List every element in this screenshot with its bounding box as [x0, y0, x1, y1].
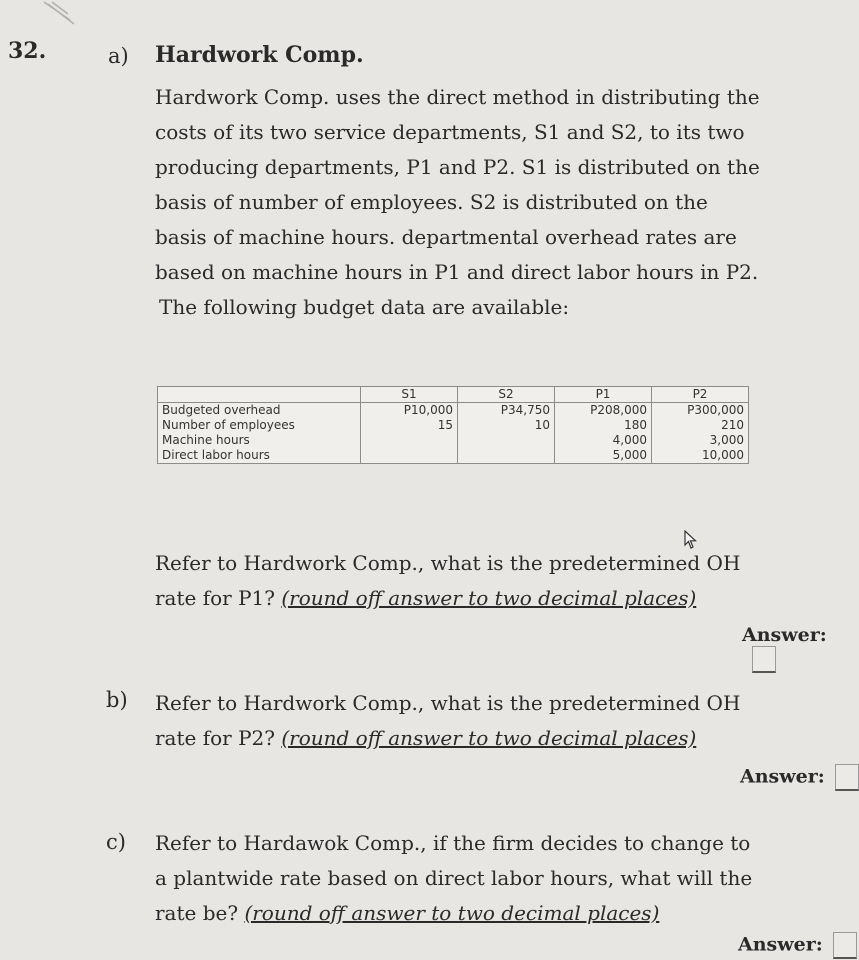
answer-label: Answer:: [742, 624, 827, 646]
question-line: [155, 581, 740, 616]
table-cell: 15: [361, 418, 458, 433]
question-line: [155, 896, 752, 931]
pencil-scribble-mark: [40, 0, 80, 36]
intro-line: Hardwork Comp. uses the direct method in distributing the: [155, 85, 760, 109]
rounding-note: (round off answer to two decimal places): [281, 586, 697, 610]
table-row: [158, 448, 749, 464]
answer-label: Answer:: [738, 933, 823, 956]
table-cell: Machine hours: [158, 433, 361, 448]
intro-line: costs of its two service departments, S1 and S2, to its two: [155, 120, 745, 144]
question-line: [155, 721, 740, 756]
intro-line: basis of number of employees. S2 is distributed on the: [155, 190, 708, 214]
budget-data-table: [157, 386, 749, 464]
question-b: [155, 686, 740, 756]
table-cell: P34,750: [458, 403, 555, 419]
answer-label: Answer:: [740, 765, 825, 788]
table-cell: 180: [555, 418, 652, 433]
rounding-note: (round off answer to two decimal places): [281, 726, 697, 750]
answer-a: [742, 624, 859, 673]
intro-line: producing departments, P1 and P2. S1 is distributed on the: [155, 155, 760, 179]
question-a: [155, 546, 740, 616]
question-c: [155, 826, 752, 931]
table-header-row: [158, 387, 749, 403]
answer-c: [738, 932, 857, 959]
table-header-cell: P2: [652, 387, 749, 403]
question-text: rate be?: [155, 901, 245, 925]
rounding-note: (round off answer to two decimal places): [244, 901, 660, 925]
intro-line: based on machine hours in P1 and direct labor hours in P2.: [155, 260, 759, 284]
table-cell: [458, 433, 555, 448]
table-cell: 3,000: [652, 433, 749, 448]
table-header-cell: S1: [361, 387, 458, 403]
problem-title: Hardwork Comp.: [155, 42, 364, 68]
table-cell: P10,000: [361, 403, 458, 419]
question-text: rate for P2?: [155, 726, 282, 750]
table-cell: P300,000: [652, 403, 749, 419]
problem-intro: [155, 80, 760, 325]
question-line: Refer to Hardwork Comp., what is the predetermined OH: [155, 691, 741, 715]
table-header-cell: [158, 387, 361, 403]
answer-a-input[interactable]: [752, 646, 776, 673]
answer-b-input[interactable]: [835, 764, 859, 791]
table-cell: 10: [458, 418, 555, 433]
intro-line: basis of machine hours. departmental overhead rates are: [155, 225, 737, 249]
question-line: a plantwide rate based on direct labor hours, what will the: [155, 866, 753, 890]
table-cell: [361, 448, 458, 464]
question-line: Refer to Hardawok Comp., if the firm decides to change to: [155, 831, 751, 855]
table-row: [158, 418, 749, 433]
question-number: 32.: [8, 38, 47, 64]
table-cell: [458, 448, 555, 464]
question-line: Refer to Hardwork Comp., what is the predetermined OH: [155, 551, 741, 575]
table-header-cell: P1: [555, 387, 652, 403]
table-header-cell: S2: [458, 387, 555, 403]
answer-c-input[interactable]: [833, 932, 857, 959]
table-cell: Number of employees: [158, 418, 361, 433]
intro-line: The following budget data are available:: [159, 295, 570, 319]
table-cell: P208,000: [555, 403, 652, 419]
answer-b: [740, 764, 859, 791]
table-cell: Budgeted overhead: [158, 403, 361, 419]
table-row: [158, 403, 749, 419]
table-row: [158, 433, 749, 448]
part-c-label: c): [106, 830, 126, 854]
table-cell: 5,000: [555, 448, 652, 464]
table-cell: Direct labor hours: [158, 448, 361, 464]
table-cell: 10,000: [652, 448, 749, 464]
question-text: rate for P1?: [155, 586, 282, 610]
table-cell: 210: [652, 418, 749, 433]
part-a-label: a): [108, 44, 129, 68]
table-cell: [361, 433, 458, 448]
table-cell: 4,000: [555, 433, 652, 448]
part-b-label: b): [106, 688, 128, 712]
